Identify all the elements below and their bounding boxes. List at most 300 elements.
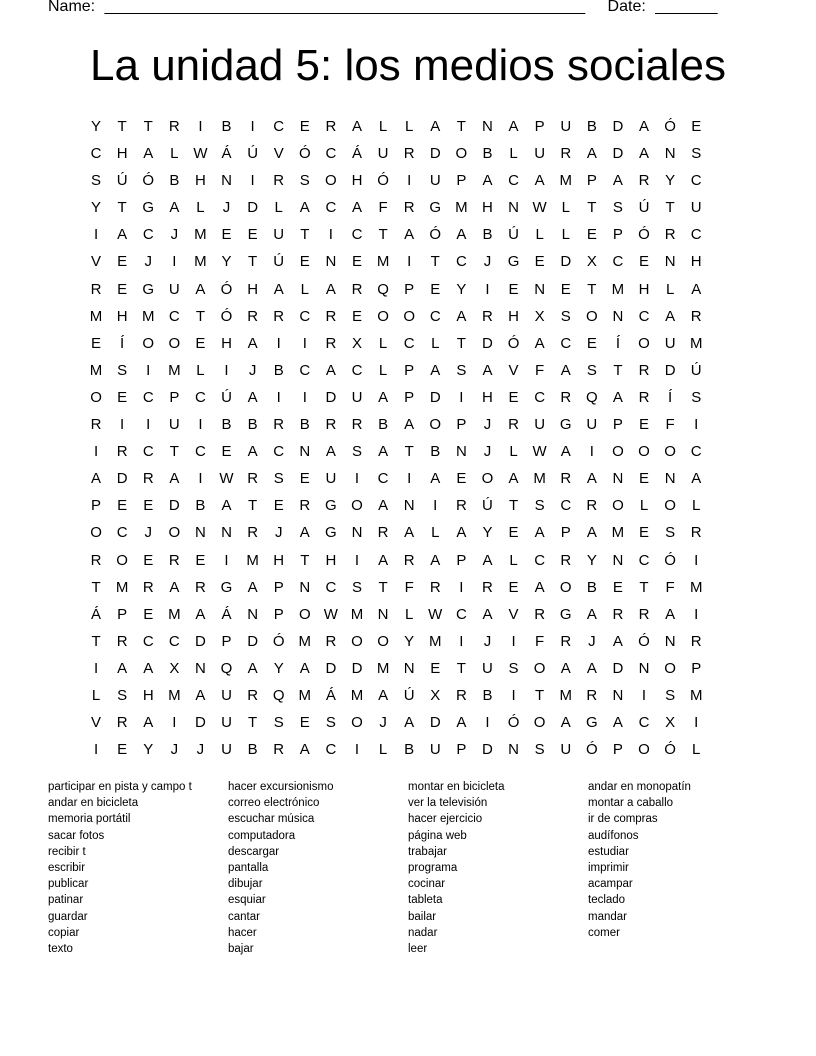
grid-letter: N: [403, 659, 415, 677]
grid-letter: N: [534, 280, 546, 298]
grid-letter: Ó: [429, 226, 442, 244]
grid-letter: C: [142, 226, 154, 244]
word-item: texto: [48, 943, 73, 956]
grid-letter: O: [664, 443, 676, 461]
grid-letter: L: [431, 334, 440, 352]
grid-letter: H: [247, 280, 259, 298]
grid-letter: I: [354, 741, 360, 759]
grid-letter: H: [690, 253, 702, 271]
grid-letter: R: [560, 145, 572, 163]
grid-letter: R: [247, 686, 259, 704]
grid-letter: C: [195, 443, 206, 461]
grid-letter: J: [379, 714, 387, 732]
name-label: Name:: [48, 0, 96, 15]
grid-letter: E: [639, 470, 650, 488]
grid-letter: T: [378, 578, 388, 596]
grid-letter: M: [559, 686, 572, 704]
grid-letter: A: [430, 118, 441, 135]
grid-letter: N: [508, 199, 519, 217]
grid-letter: J: [274, 524, 283, 542]
grid-letter: O: [559, 578, 572, 596]
word-item: hacer ejercicio: [408, 813, 483, 826]
grid-letter: Ó: [298, 145, 311, 163]
grid-letter: A: [456, 524, 467, 542]
grid-letter: M: [350, 686, 364, 704]
grid-letter: O: [533, 714, 546, 732]
grid-letter: Ú: [690, 361, 702, 379]
grid-letter: A: [404, 524, 415, 542]
grid-letter: A: [404, 416, 415, 434]
grid-letter: J: [483, 416, 492, 434]
grid-letter: A: [691, 280, 702, 298]
grid-letter: M: [455, 199, 468, 217]
grid-letter: E: [299, 118, 310, 135]
grid-letter: R: [142, 470, 154, 488]
grid-letter: T: [665, 199, 675, 217]
grid-letter: M: [689, 578, 703, 596]
grid-letter: N: [612, 551, 624, 569]
grid-letter: A: [456, 307, 467, 325]
word-item: leer: [408, 943, 428, 956]
grid-letter: Q: [272, 686, 285, 704]
grid-letter: B: [482, 686, 493, 704]
grid-letter: D: [429, 388, 441, 406]
grid-letter: M: [168, 361, 181, 379]
grid-letter: E: [639, 524, 650, 542]
grid-letter: S: [586, 361, 597, 379]
grid-letter: C: [273, 118, 285, 135]
grid-letter: P: [404, 388, 415, 406]
grid-letter: E: [221, 226, 232, 244]
grid-letter: A: [247, 659, 258, 677]
grid-letter: R: [455, 497, 467, 515]
grid-letter: R: [351, 416, 363, 434]
grid-letter: O: [377, 632, 389, 650]
grid-letter: O: [116, 551, 128, 569]
grid-letter: O: [90, 388, 102, 406]
grid-letter: S: [273, 714, 284, 732]
grid-letter: B: [221, 118, 232, 135]
grid-letter: M: [115, 578, 129, 596]
grid-letter: E: [299, 714, 310, 732]
grid-letter: I: [407, 172, 412, 190]
grid-letter: M: [246, 551, 259, 569]
grid-letter: C: [638, 714, 650, 732]
grid-letter: G: [142, 280, 155, 298]
grid-letter: R: [586, 686, 598, 704]
grid-letter: T: [639, 578, 649, 596]
grid-letter: R: [325, 334, 337, 352]
grid-letter: C: [325, 145, 337, 163]
grid-letter: A: [143, 145, 154, 163]
grid-letter: T: [456, 334, 466, 352]
grid-letter: Ó: [638, 226, 650, 244]
grid-letter: R: [638, 605, 650, 623]
word-item: pantalla: [228, 862, 269, 875]
grid-letter: A: [534, 172, 545, 190]
grid-letter: S: [665, 686, 676, 704]
word-item: imprimir: [588, 862, 629, 875]
grid-letter: A: [612, 388, 623, 406]
grid-letter: L: [300, 280, 309, 298]
grid-letter: Á: [351, 145, 362, 163]
grid-letter: A: [456, 714, 467, 732]
grid-letter: M: [559, 172, 572, 190]
grid-letter: A: [247, 443, 258, 461]
grid-letter: R: [247, 470, 259, 488]
grid-letter: Ó: [585, 741, 598, 759]
grid-letter: R: [325, 118, 337, 135]
grid-letter: C: [377, 470, 389, 488]
grid-letter: A: [299, 741, 310, 759]
grid-letter: I: [198, 416, 203, 434]
grid-letter: N: [247, 605, 259, 623]
grid-letter: E: [221, 443, 232, 461]
grid-letter: E: [560, 280, 571, 298]
grid-letter: X: [351, 334, 362, 352]
grid-letter: N: [299, 443, 311, 461]
grid-letter: O: [325, 172, 337, 190]
grid-letter: R: [325, 416, 337, 434]
grid-letter: E: [351, 307, 362, 325]
grid-letter: Ó: [220, 307, 233, 325]
grid-letter: E: [351, 253, 362, 271]
grid-letter: Í: [668, 388, 673, 406]
grid-letter: M: [141, 307, 155, 325]
grid-letter: A: [586, 470, 597, 488]
grid-letter: L: [509, 443, 518, 461]
grid-letter: U: [560, 741, 572, 759]
grid-letter: O: [168, 524, 181, 542]
grid-letter: E: [117, 741, 128, 759]
grid-letter: E: [430, 659, 441, 677]
grid-letter: M: [376, 253, 390, 271]
grid-letter: O: [168, 334, 181, 352]
grid-letter: T: [613, 361, 623, 379]
grid-letter: X: [169, 659, 180, 677]
grid-letter: T: [404, 443, 414, 461]
grid-letter: A: [273, 280, 284, 298]
grid-letter: R: [351, 280, 363, 298]
grid-letter: O: [298, 605, 311, 623]
grid-letter: L: [405, 605, 414, 623]
grid-letter: G: [325, 524, 337, 542]
grid-letter: J: [588, 632, 596, 650]
grid-letter: M: [689, 334, 703, 352]
grid-letter: R: [690, 632, 702, 650]
grid-letter: B: [299, 416, 310, 434]
grid-letter: N: [325, 253, 337, 271]
grid-letter: I: [641, 686, 647, 704]
grid-letter: A: [378, 686, 389, 704]
grid-letter: T: [508, 497, 519, 515]
word-list: [48, 779, 768, 957]
grid-letter: X: [665, 714, 676, 732]
word-item: acampar: [588, 878, 633, 891]
grid-letter: D: [429, 714, 441, 732]
grid-letter: C: [403, 334, 415, 352]
grid-letter: R: [116, 714, 128, 732]
grid-letter: R: [690, 524, 702, 542]
name-blank[interactable]: ______________________________________________________: [104, 0, 586, 15]
grid-letter: R: [247, 307, 259, 325]
word-item: ver la televisión: [408, 797, 488, 810]
grid-letter: R: [377, 524, 389, 542]
grid-letter: J: [144, 253, 152, 271]
grid-letter: L: [509, 145, 518, 163]
grid-letter: N: [482, 118, 493, 135]
grid-letter: P: [560, 524, 571, 542]
grid-letter: Q: [585, 388, 598, 406]
grid-letter: Y: [221, 253, 232, 271]
grid-letter: Ú: [247, 145, 259, 163]
grid-letter: I: [93, 226, 99, 244]
grid-letter: U: [534, 145, 546, 163]
word-column: [48, 779, 228, 957]
grid-letter: R: [273, 172, 285, 190]
grid-letter: R: [482, 578, 493, 596]
grid-letter: E: [117, 280, 128, 298]
grid-letter: A: [482, 551, 493, 569]
grid-letter: C: [351, 361, 363, 379]
grid-letter: I: [694, 416, 699, 434]
grid-letter: O: [664, 659, 676, 677]
grid-letter: I: [172, 253, 177, 271]
grid-letter: C: [638, 307, 650, 325]
word-item: descargar: [228, 845, 280, 858]
grid-letter: B: [586, 118, 597, 135]
grid-letter: O: [612, 443, 624, 461]
grid-letter: V: [508, 361, 519, 379]
word-item: sacar fotos: [48, 829, 105, 842]
grid-letter: A: [665, 307, 676, 325]
grid-letter: Ó: [507, 334, 520, 352]
grid-letter: R: [560, 632, 572, 650]
grid-letter: R: [195, 578, 206, 596]
grid-letter: I: [407, 470, 412, 488]
grid-letter: F: [535, 632, 545, 650]
grid-letter: C: [560, 497, 572, 515]
grid-letter: U: [534, 416, 546, 434]
grid-letter: T: [456, 659, 466, 677]
grid-letter: C: [299, 361, 311, 379]
grid-letter: H: [351, 172, 363, 190]
grid-letter: N: [299, 578, 311, 596]
grid-letter: T: [378, 226, 388, 244]
grid-letter: I: [93, 443, 99, 461]
grid-letter: R: [638, 172, 650, 190]
grid-letter: A: [325, 280, 336, 298]
grid-letter: N: [664, 253, 676, 271]
grid-letter: O: [429, 416, 442, 434]
grid-letter: W: [323, 605, 338, 623]
grid-letter: L: [561, 226, 570, 244]
grid-letter: N: [612, 470, 624, 488]
grid-letter: C: [168, 307, 180, 325]
grid-letter: H: [273, 551, 285, 569]
grid-letter: D: [429, 145, 441, 163]
grid-letter: O: [351, 497, 363, 515]
word-item: cocinar: [408, 878, 446, 891]
grid-letter: J: [483, 632, 492, 650]
grid-letter: P: [456, 416, 467, 434]
grid-letter: S: [534, 741, 545, 759]
grid-letter: U: [560, 118, 572, 135]
grid-letter: Ó: [664, 118, 676, 135]
date-blank[interactable]: _______: [655, 0, 718, 15]
grid-letter: L: [378, 118, 388, 135]
grid-letter: Y: [91, 118, 102, 135]
grid-letter: E: [143, 605, 154, 623]
grid-letter: Ú: [116, 172, 128, 190]
grid-letter: Ó: [507, 714, 520, 732]
grid-letter: U: [221, 741, 232, 759]
grid-letter: L: [378, 361, 388, 379]
grid-letter: P: [169, 388, 180, 406]
grid-letter: A: [169, 578, 180, 596]
word-item: comer: [588, 926, 620, 939]
grid-letter: T: [248, 253, 258, 271]
word-item: dibujar: [228, 878, 263, 891]
grid-letter: B: [273, 361, 284, 379]
grid-letter: A: [195, 280, 206, 298]
grid-letter: S: [117, 686, 128, 704]
grid-letter: H: [482, 388, 493, 406]
grid-letter: D: [247, 632, 259, 650]
grid-letter: I: [250, 172, 255, 190]
grid-letter: A: [508, 118, 519, 135]
word-item: computadora: [228, 829, 296, 842]
grid-letter: O: [664, 497, 676, 515]
grid-letter: R: [455, 686, 467, 704]
grid-letter: E: [508, 578, 519, 596]
grid-letter: S: [508, 659, 519, 677]
grid-letter: C: [168, 632, 180, 650]
grid-letter: F: [378, 199, 388, 217]
grid-letter: P: [221, 632, 232, 650]
grid-letter: D: [560, 253, 572, 271]
grid-letter: R: [534, 605, 546, 623]
grid-letter: L: [665, 280, 675, 298]
grid-letter: C: [116, 524, 128, 542]
grid-letter: G: [507, 253, 520, 271]
grid-letter: T: [535, 686, 545, 704]
word-item: andar en bicicleta: [48, 797, 139, 810]
grid-letter: A: [378, 497, 389, 515]
grid-letter: Y: [482, 524, 493, 542]
grid-letter: U: [351, 388, 363, 406]
grid-letter: H: [508, 307, 519, 325]
word-item: recibir t: [48, 845, 86, 858]
word-item: montar en bicicleta: [408, 781, 505, 793]
grid-letter: A: [378, 443, 389, 461]
grid-letter: E: [117, 388, 128, 406]
grid-letter: H: [221, 334, 232, 352]
grid-letter: T: [587, 280, 597, 298]
grid-letter: I: [407, 253, 412, 271]
grid-letter: Ú: [221, 388, 232, 406]
word-item: estudiar: [588, 845, 629, 858]
grid-letter: U: [482, 659, 493, 677]
header: [48, 0, 748, 20]
grid-letter: S: [273, 470, 284, 488]
grid-letter: B: [586, 578, 597, 596]
grid-letter: E: [639, 416, 650, 434]
grid-letter: O: [638, 443, 650, 461]
grid-letter: S: [691, 388, 702, 406]
grid-letter: Y: [586, 551, 597, 569]
grid-letter: A: [299, 524, 310, 542]
date-label: Date:: [607, 0, 646, 15]
grid-letter: C: [299, 307, 311, 325]
grid-letter: D: [351, 659, 363, 677]
grid-letter: C: [273, 443, 285, 461]
grid-letter: A: [195, 686, 206, 704]
grid-letter: H: [325, 551, 337, 569]
grid-letter: A: [586, 605, 597, 623]
grid-letter: E: [195, 551, 206, 569]
grid-letter: Ó: [664, 741, 676, 759]
grid-letter: A: [456, 226, 467, 244]
grid-letter: A: [612, 172, 623, 190]
grid-letter: T: [430, 253, 440, 271]
grid-letter: S: [665, 524, 676, 542]
grid-letter: W: [532, 199, 547, 217]
word-item: andar en monopatín: [588, 781, 691, 793]
grid-letter: I: [198, 118, 203, 135]
grid-letter: H: [142, 686, 154, 704]
grid-letter: G: [585, 714, 598, 732]
grid-letter: W: [193, 145, 208, 163]
grid-letter: Í: [615, 334, 620, 352]
grid-letter: R: [690, 307, 702, 325]
grid-letter: C: [142, 443, 154, 461]
word-item: hacer: [228, 926, 257, 939]
grid-letter: C: [429, 307, 441, 325]
grid-letter: D: [612, 659, 624, 677]
grid-letter: Ú: [638, 199, 650, 217]
grid-letter: O: [638, 334, 650, 352]
grid-letter: R: [612, 605, 624, 623]
grid-letter: C: [195, 388, 206, 406]
grid-letter: I: [224, 551, 229, 569]
grid-letter: A: [299, 199, 310, 217]
grid-letter: E: [508, 388, 519, 406]
grid-letter: Ú: [273, 253, 285, 271]
grid-letter: B: [221, 416, 232, 434]
grid-letter: U: [168, 416, 180, 434]
grid-letter: J: [196, 741, 205, 759]
grid-letter: I: [485, 280, 490, 298]
grid-letter: L: [196, 361, 205, 379]
grid-letter: R: [664, 226, 676, 244]
grid-letter: B: [404, 741, 415, 759]
grid-letter: L: [509, 551, 518, 569]
grid-letter: T: [117, 118, 127, 135]
grid-letter: D: [482, 741, 493, 759]
grid-letter: J: [248, 361, 257, 379]
grid-letter: L: [91, 686, 101, 704]
grid-letter: R: [560, 470, 572, 488]
grid-letter: A: [247, 334, 258, 352]
grid-letter: R: [403, 145, 415, 163]
grid-letter: U: [586, 416, 598, 434]
grid-letter: W: [532, 443, 547, 461]
grid-letter: U: [377, 145, 389, 163]
grid-letter: P: [612, 416, 623, 434]
grid-letter: N: [664, 145, 676, 163]
grid-letter: C: [325, 578, 337, 596]
